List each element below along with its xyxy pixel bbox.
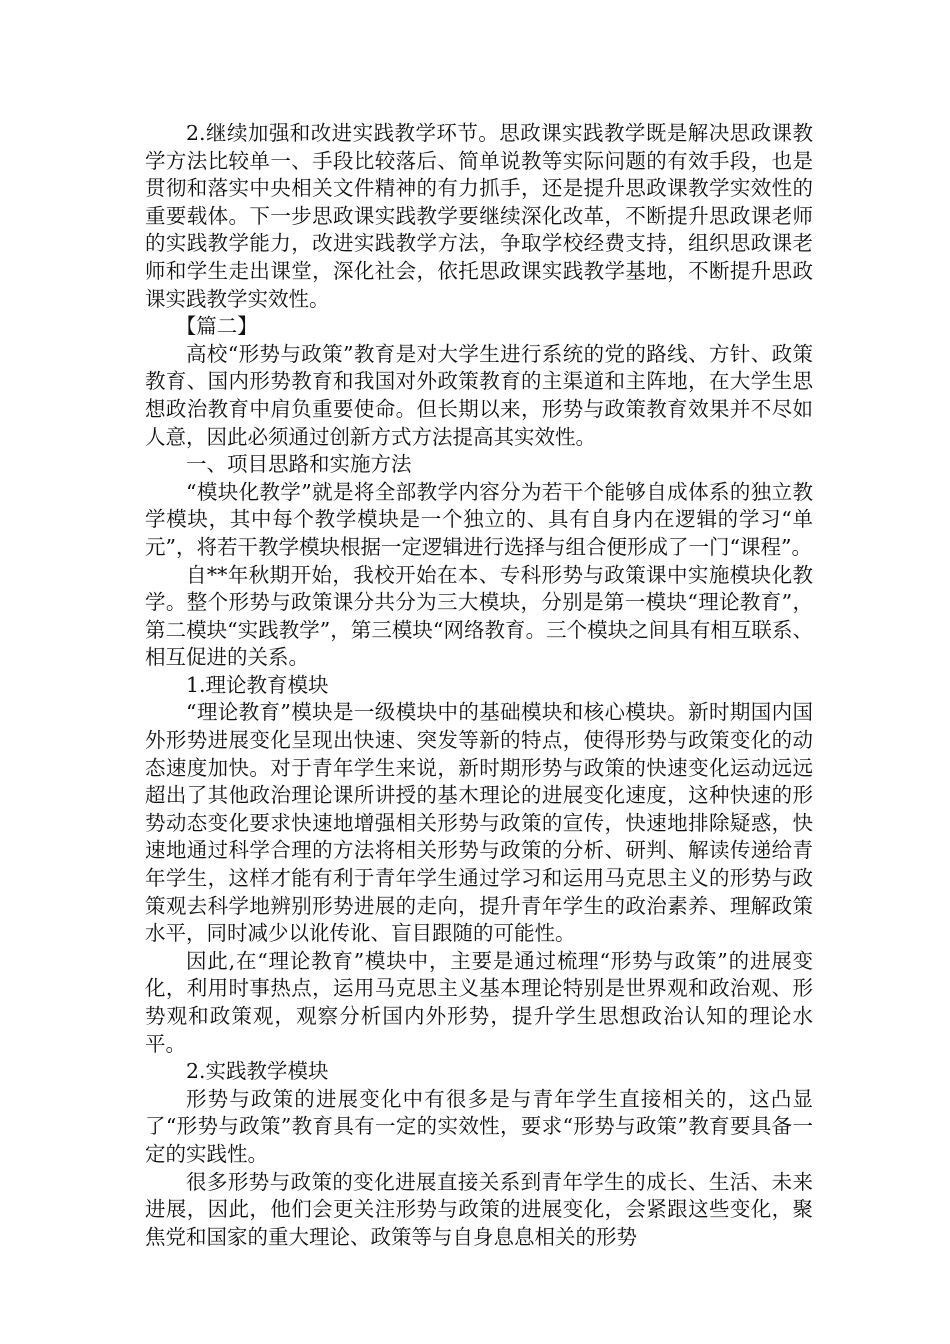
paragraph-intro: 高校“形势与政策”教育是对大学生进行系统的党的路线、方针、政策教育、国内形势教育和我国对外政策教育的主渠道和主阵地，在大学生思想政治教育中肩负重要使命。但长期以来，形势与政策教育效果并不尽如人意，因此必须通过创新方式方法提高其实效性。 (145, 341, 813, 449)
section-heading-part-two: 【篇二】 (175, 314, 258, 339)
heading-theory-module: 1.理论教育模块 (186, 672, 329, 697)
paragraph-theory-module: “理论教育”模块是一级模块中的基础模块和核心模块。新时期国内国外形势进展变化呈现出快速、突发等新的特点，使得形势与政策变化的动态速度加快。对于青年学生来说，新时期形势与政策的快速变化运动远远超出了其他政治理论课所讲授的基木理论的进展变化速度，这种快速的形势动态变化要求快速地增强相关形势与政策的宣传，快速地排除疑惑，快速地通过科学合理的方法将相关形势与政策的分析、研判、解读传递给青年学生，这样才能有利于青年学生通过学习和运用马克思主义的形势与政策观去科学地辨别形势进展的走向，提升青年学生的政治素养、理解政策水平，同时减少以讹传讹、盲目跟随的可能性。 (145, 700, 813, 946)
heading-project-approach: 一、项目思路和实施方法 (186, 452, 412, 477)
paragraph-modular-teaching: “模块化教学”就是将全部教学内容分为若干个能够自成体系的独立教学模块，其中每个教学模块是一个独立的、具有自身内在逻辑的学习“单元”，将若干教学模块根据一定逻辑进行选择与组合便形成了一门“课程”。 (145, 479, 813, 559)
document-body (145, 120, 813, 1251)
paragraph-implementation: 自**年秋期开始，我校开始在本、专科形势与政策课中实施模块化教学。整个形势与政策课分共分为三大模块，分别是第一模块“理论教育”，第二模块“实践教学”，第三模块“网络教育。三个模块之间具有相互联系、相互促进的关系。 (145, 562, 813, 670)
paragraph-practice-relevance: 形势与政策的进展变化中有很多是与青年学生直接相关的，这凸显了“形势与政策”教育具有一定的实效性，要求“形势与政策”教育要具备一定的实践性。 (145, 1086, 813, 1166)
heading-practice-module: 2.实践教学模块 (186, 1059, 329, 1084)
paragraph-practice-impact: 很多形势与政策的变化进展直接关系到青年学生的成长、生活、未来进展，因此，他们会更关注形势与政策的进展变化，会紧跟这些变化，聚焦党和国家的重大理论、政策等与自身息息相关的形势 (145, 1169, 813, 1249)
paragraph-theory-summary: 因此,在“理论教育”模块中，主要是通过梳理“形势与政策”的进展变化，利用时事热点，运用马克思主义基本理论特别是世界观和政治观、形势观和政策观，观察分析国内外形势，提升学生思想政治认知的理论水平。 (145, 948, 813, 1056)
paragraph-practice-teaching: 2.继续加强和改进实践教学环节。思政课实践教学既是解决思政课教学方法比较单一、手段比较落后、简单说教等实际问题的有效手段，也是贯彻和落实中央相关文件精神的有力抓手，还是提升思政课教学实效性的重要载体。下一步思政课实践教学要继续深化改革，不断提升思政课老师的实践教学能力，改进实践教学方法，争取学校经费支持，组织思政课老师和学生走出课堂，深化社会，依托思政课实践教学基地，不断提升思政课实践教学实效性。 (145, 121, 813, 311)
